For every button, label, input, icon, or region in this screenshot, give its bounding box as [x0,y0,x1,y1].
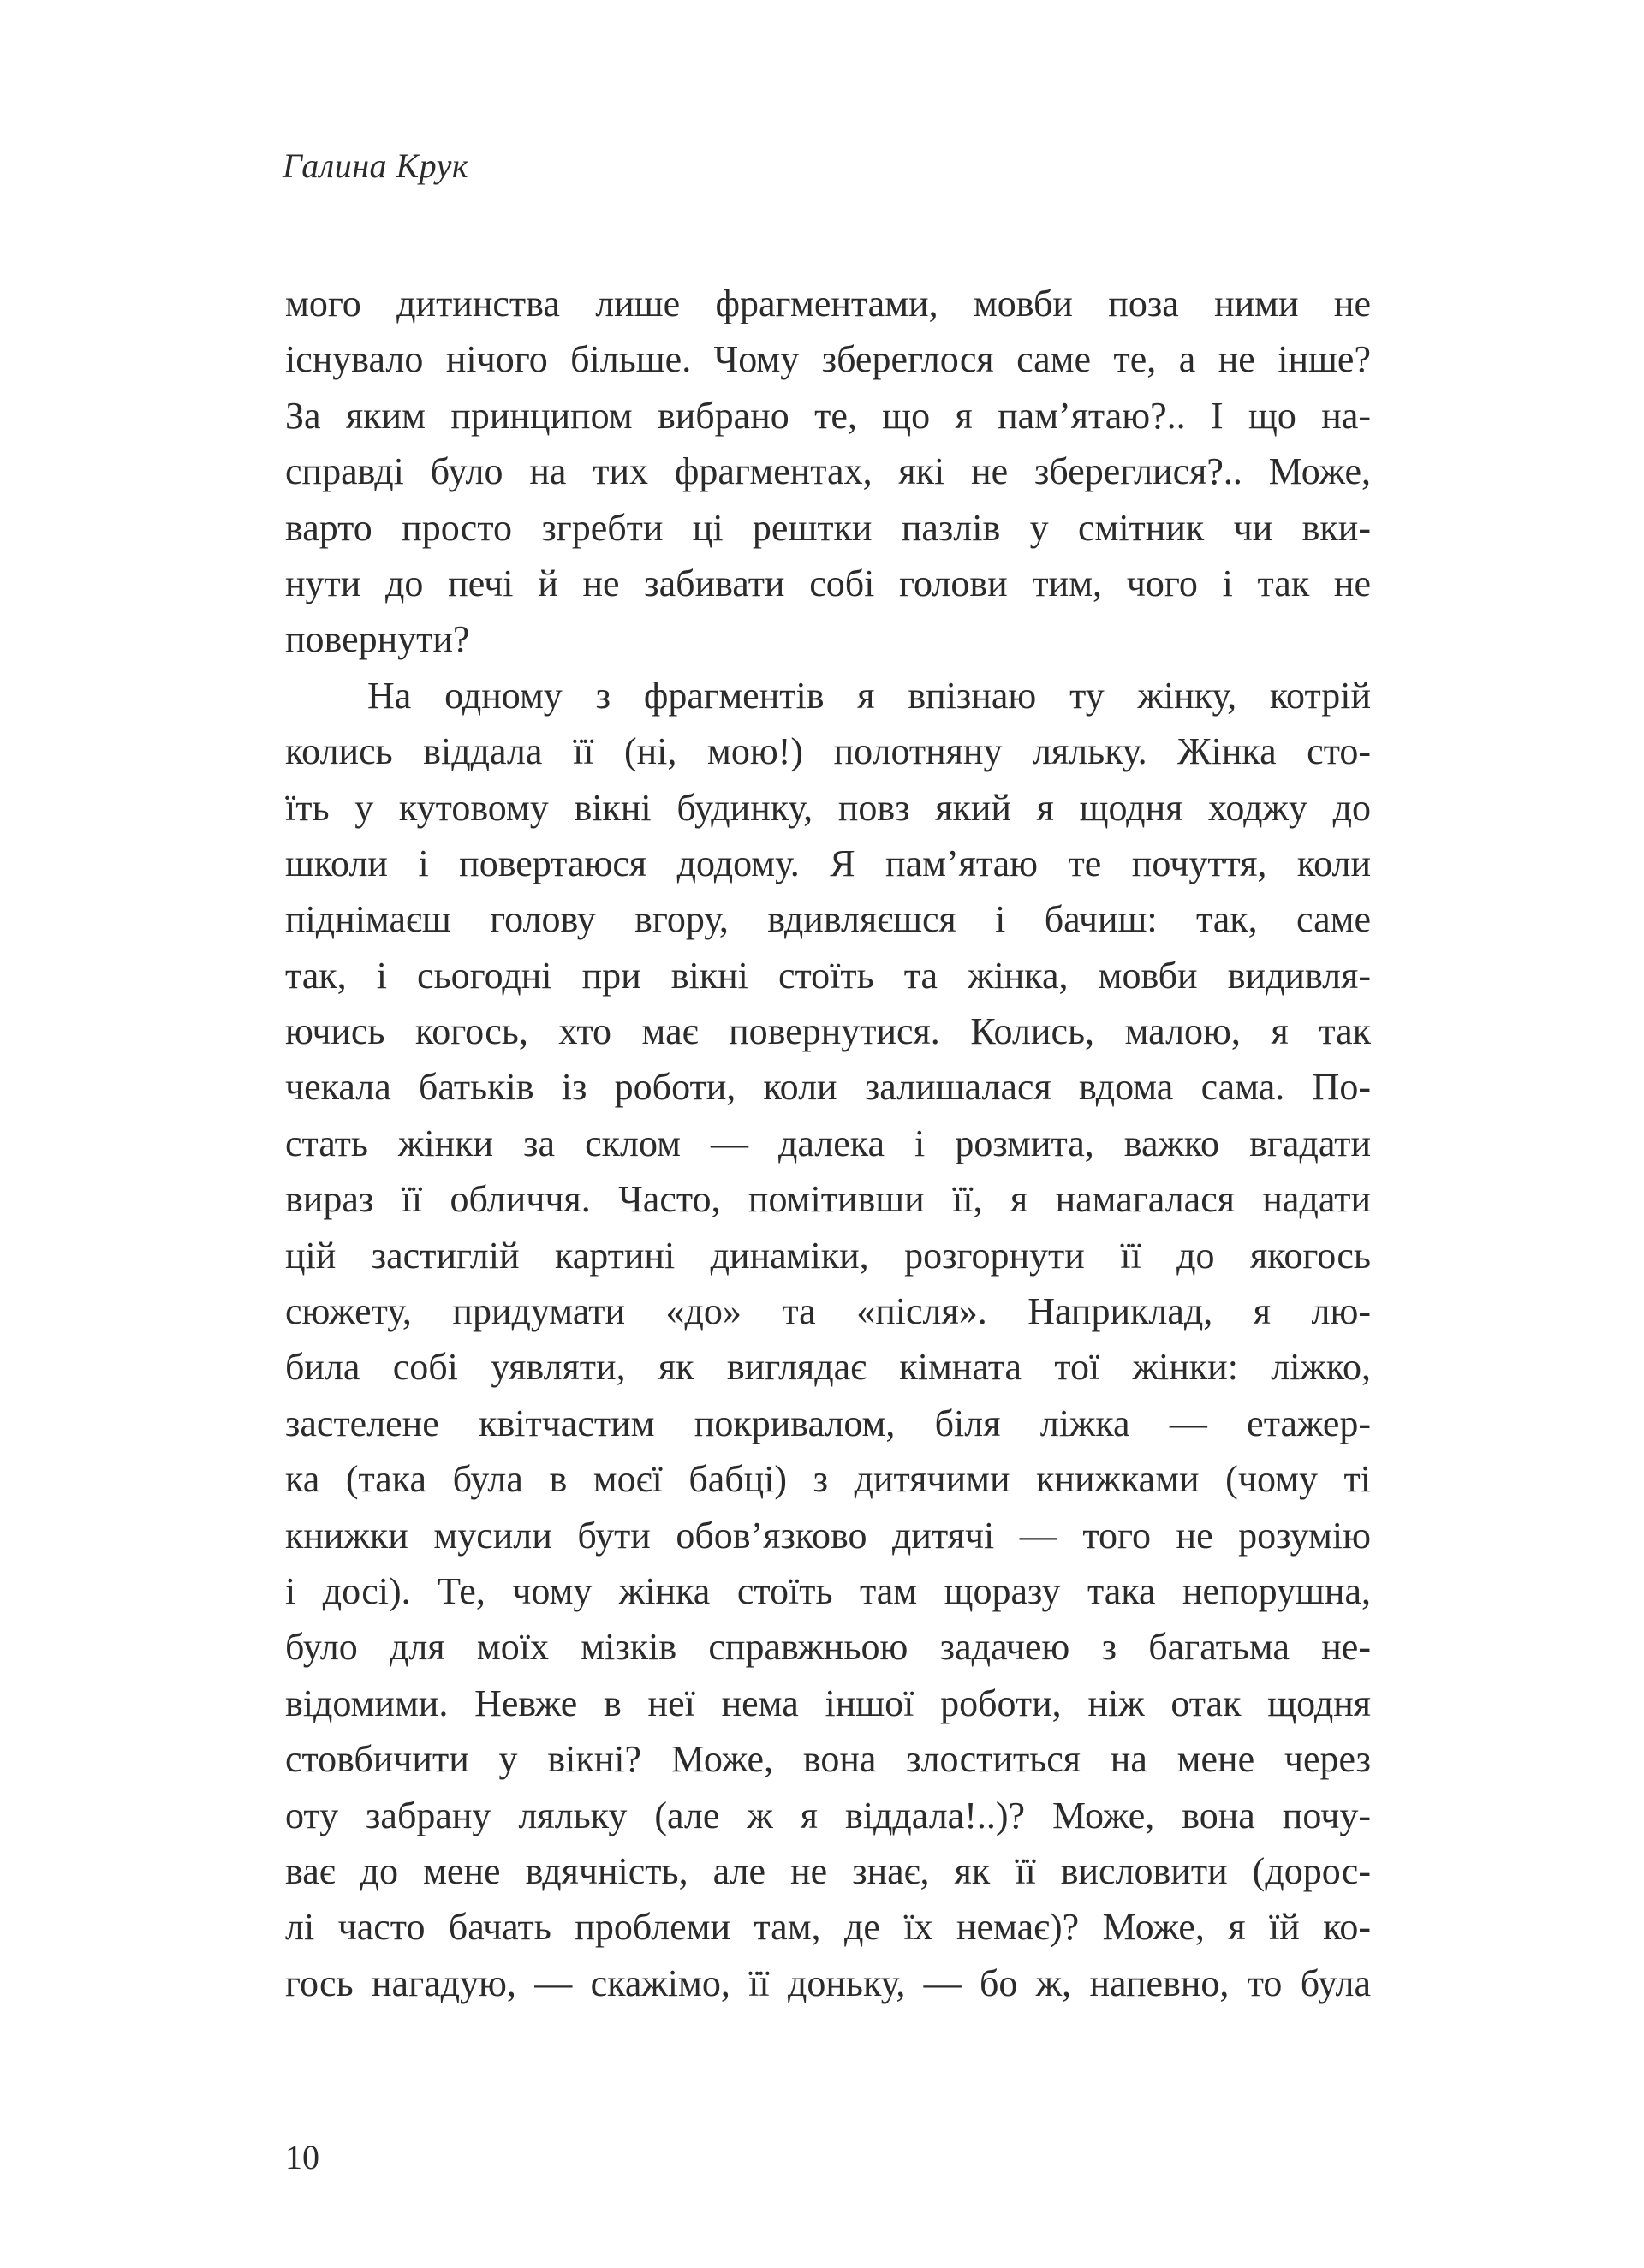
text-line: стовбичити у вікні? Може, вона злоститься на мене через [285,1738,1371,1781]
text-line: гось нагадую, — скажімо, її доньку, — бо ж, напевно, то була [285,1961,1371,2004]
text-line: їть у кутовому вікні будинку, повз який я щодня ходжу до [285,786,1371,829]
text-line: повернути? [285,618,470,661]
text-line: справді було на тих фрагментах, які не збереглися?.. Може, [285,450,1371,493]
text-line: била собі уявляти, як виглядає кімната тої жінки: ліжко, [285,1346,1371,1389]
text-line: і досі). Те, чому жінка стоїть там щоразу така непорушна, [285,1569,1371,1612]
text-line: ка (така була в моєї бабці) з дитячими книжками (чому ті [285,1458,1371,1501]
text-line: лі часто бачать проблеми там, де їх немає)? Може, я їй ко- [285,1906,1371,1949]
text-line: вираз її обличчя. Часто, помітивши її, я намагалася надати [285,1178,1371,1221]
text-line: відомими. Невже в неї нема іншої роботи, ніж отак щодня [285,1682,1371,1724]
text-line: цій застиглій картині динаміки, розгорнути її до якогось [285,1234,1371,1277]
text-line: школи і повертаюся додому. Я пам’ятаю те почуття, коли [285,842,1371,884]
text-line: ває до мене вдячність, але не знає, як її висловити (дорос- [285,1849,1371,1892]
text-line: піднімаєш голову вгору, вдивляєшся і бачиш: так, саме [285,898,1371,941]
text-line: нути до печі й не забивати собі голови тим, чого і так не [285,562,1371,604]
text-line: чекала батьків із роботи, коли залишалася вдома сама. По- [285,1066,1371,1109]
text-line: За яким принципом вибрано те, що я пам’ятаю?.. І що на- [285,394,1371,437]
body-text [285,276,1371,2011]
text-line: варто просто згребти ці рештки пазлів у смітник чи вки- [285,506,1371,549]
text-line: ючись когось, хто має повернутися. Колись, малою, я так [285,1010,1371,1053]
paragraph [285,668,1371,2011]
text-line: було для моїх мізків справжньою задачею з багатьма не- [285,1626,1371,1669]
text-line: застелене квітчастим покривалом, біля ліжка — етажер- [285,1402,1371,1444]
page-number: 10 [285,2138,319,2176]
text-line: На одному з фрагментів я впізнаю ту жінку, котрій [367,674,1371,717]
text-line: сюжету, придумати «до» та «після». Наприклад, я лю- [285,1290,1371,1333]
text-line: так, і сьогодні при вікні стоїть та жінка, мовби видивля- [285,954,1371,997]
text-line: існувало нічого більше. Чому збереглося саме те, а не інше? [285,338,1371,381]
text-line: оту забрану ляльку (але ж я віддала!..)? Може, вона почу- [285,1794,1371,1836]
text-line: мого дитинства лише фрагментами, мовби поза ними не [285,283,1371,324]
running-head-author: Галина Крук [283,146,469,185]
paragraph [285,276,1371,668]
text-line: стать жінки за склом — далека і розмита, важко вгадати [285,1122,1371,1164]
text-line: колись віддала її (ні, мою!) полотняну ляльку. Жінка сто- [285,730,1371,773]
text-line: книжки мусили бути обов’язково дитячі — того не розумію [285,1514,1371,1557]
